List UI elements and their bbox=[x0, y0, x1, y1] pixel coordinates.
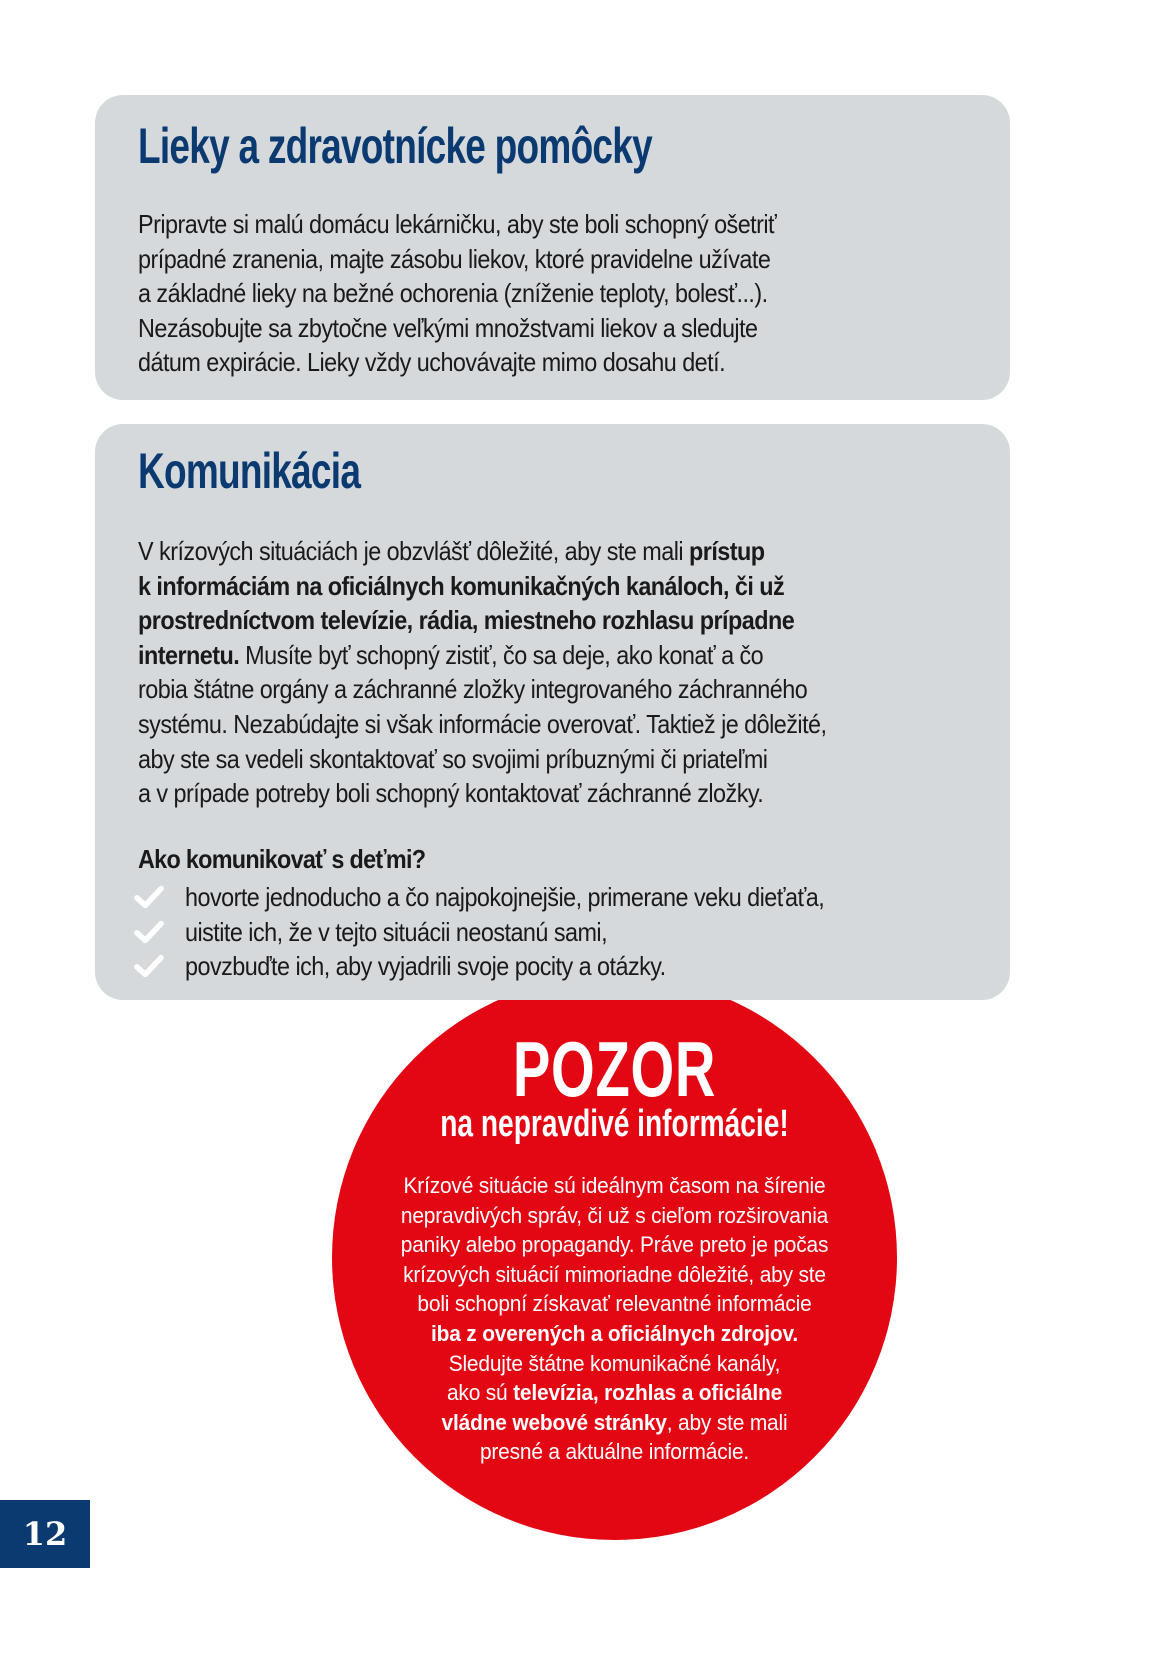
bold-text: vládne webové stránky bbox=[441, 1409, 667, 1435]
warning-line bbox=[352, 1201, 877, 1231]
check-icon bbox=[133, 953, 165, 979]
list-item bbox=[133, 949, 895, 984]
normal-text: V krízových situáciách je obzvlášť dôležité, aby ste mali bbox=[138, 536, 690, 566]
list-item bbox=[133, 880, 895, 915]
bold-text: prostredníctvom televízie, rádia, miestneho rozhlasu prípadne bbox=[138, 605, 795, 636]
communication-line bbox=[138, 534, 905, 569]
normal-text: aby ste sa vedeli skontaktovať so svojimi príbuznými či priateľmi bbox=[138, 743, 768, 774]
communication-line bbox=[138, 742, 905, 777]
page-number-text: 12 bbox=[22, 1515, 68, 1553]
medicines-line: dátum expirácie. Lieky vždy uchovávajte mimo dosahu detí. bbox=[138, 347, 726, 378]
normal-text: systému. Nezabúdajte si však informácie overovať. Taktiež je dôležité, bbox=[138, 708, 827, 739]
kids-list bbox=[133, 880, 895, 984]
communication-card bbox=[95, 424, 1010, 1000]
warning-line bbox=[352, 1378, 877, 1408]
normal-text: Sledujte štátne komunikačné kanály, bbox=[448, 1350, 781, 1376]
warning-line bbox=[352, 1230, 877, 1260]
normal-text: Musíte byť schopný zistiť, čo sa deje, ako konať a čo bbox=[239, 639, 764, 670]
check-icon bbox=[133, 884, 165, 910]
bold-text: televízia, rozhlas a oficiálne bbox=[513, 1380, 783, 1406]
bold-text: k informáciám na oficiálnych komunikačných kanáloch, či už bbox=[138, 570, 785, 601]
warning-line bbox=[352, 1289, 877, 1319]
medicines-line: Pripravte si malú domácu lekárničku, aby ste boli schopný ošetriť bbox=[138, 209, 777, 239]
communication-line bbox=[138, 707, 905, 742]
warning-line bbox=[352, 1437, 877, 1467]
medicines-paragraph bbox=[138, 207, 990, 380]
communication-line bbox=[138, 776, 905, 811]
bold-text: internetu. bbox=[138, 639, 240, 670]
kids-heading: Ako komunikovať s deťmi? bbox=[138, 844, 426, 874]
communication-line bbox=[138, 638, 905, 673]
normal-text: krízových situácií mimoriadne dôležité, aby ste bbox=[403, 1261, 826, 1287]
bold-text: prístup bbox=[689, 536, 765, 566]
communication-line bbox=[138, 672, 905, 707]
medicines-line: Nezásobujte sa zbytočne veľkými množstvami liekov a sledujte bbox=[138, 312, 758, 343]
normal-text: nepravdivých správ, či už s cieľom rozširovania bbox=[400, 1202, 829, 1228]
warning-title: POZOR bbox=[512, 1025, 717, 1113]
communication-paragraph bbox=[138, 534, 990, 811]
normal-text: Krízové situácie sú ideálnym časom na šírenie bbox=[403, 1173, 826, 1198]
communication-line bbox=[138, 603, 905, 638]
warning-paragraph bbox=[332, 1171, 897, 1467]
list-item-text: hovorte jednoducho a čo najpokojnejšie, primerane veku dieťaťa, bbox=[185, 882, 825, 912]
communication-title: Komunikácia bbox=[138, 443, 361, 499]
page-number bbox=[0, 1500, 90, 1568]
normal-text: , aby ste mali bbox=[666, 1409, 788, 1435]
normal-text: presné a aktuálne informácie. bbox=[479, 1439, 750, 1465]
list-item bbox=[133, 915, 895, 950]
warning-line bbox=[352, 1349, 877, 1379]
warning-line bbox=[352, 1319, 877, 1349]
medicines-line: prípadné zranenia, majte zásobu liekov, ktoré pravidelne užívate bbox=[138, 243, 771, 274]
check-icon bbox=[133, 919, 165, 945]
bold-text: iba z overených a oficiálnych zdrojov. bbox=[430, 1320, 798, 1346]
normal-text: ako sú bbox=[446, 1380, 514, 1406]
normal-text: a v prípade potreby boli schopný kontaktovať záchranné zložky. bbox=[138, 778, 764, 809]
normal-text: boli schopní získavať relevantné informácie bbox=[417, 1291, 812, 1317]
normal-text: paniky alebo propagandy. Práve preto je počas bbox=[400, 1232, 829, 1258]
medicines-card bbox=[95, 95, 1010, 400]
normal-text: robia štátne orgány a záchranné zložky integrovaného záchranného bbox=[138, 674, 808, 705]
medicines-title: Lieky a zdravotnícke pomôcky bbox=[138, 118, 652, 174]
communication-line bbox=[138, 569, 905, 604]
warning-line bbox=[352, 1408, 877, 1438]
list-item-text: uistite ich, že v tejto situácii neostanú sami, bbox=[185, 916, 608, 947]
warning-subtitle: na nepravdivé informácie! bbox=[440, 1103, 789, 1145]
warning-line bbox=[352, 1171, 877, 1201]
list-item-text: povzbuďte ich, aby vyjadrili svoje pocity a otázky. bbox=[185, 951, 666, 982]
warning-line bbox=[352, 1260, 877, 1290]
warning-circle bbox=[332, 975, 897, 1540]
medicines-line: a základné lieky na bežné ochorenia (zníženie teploty, bolesť...). bbox=[138, 278, 768, 309]
